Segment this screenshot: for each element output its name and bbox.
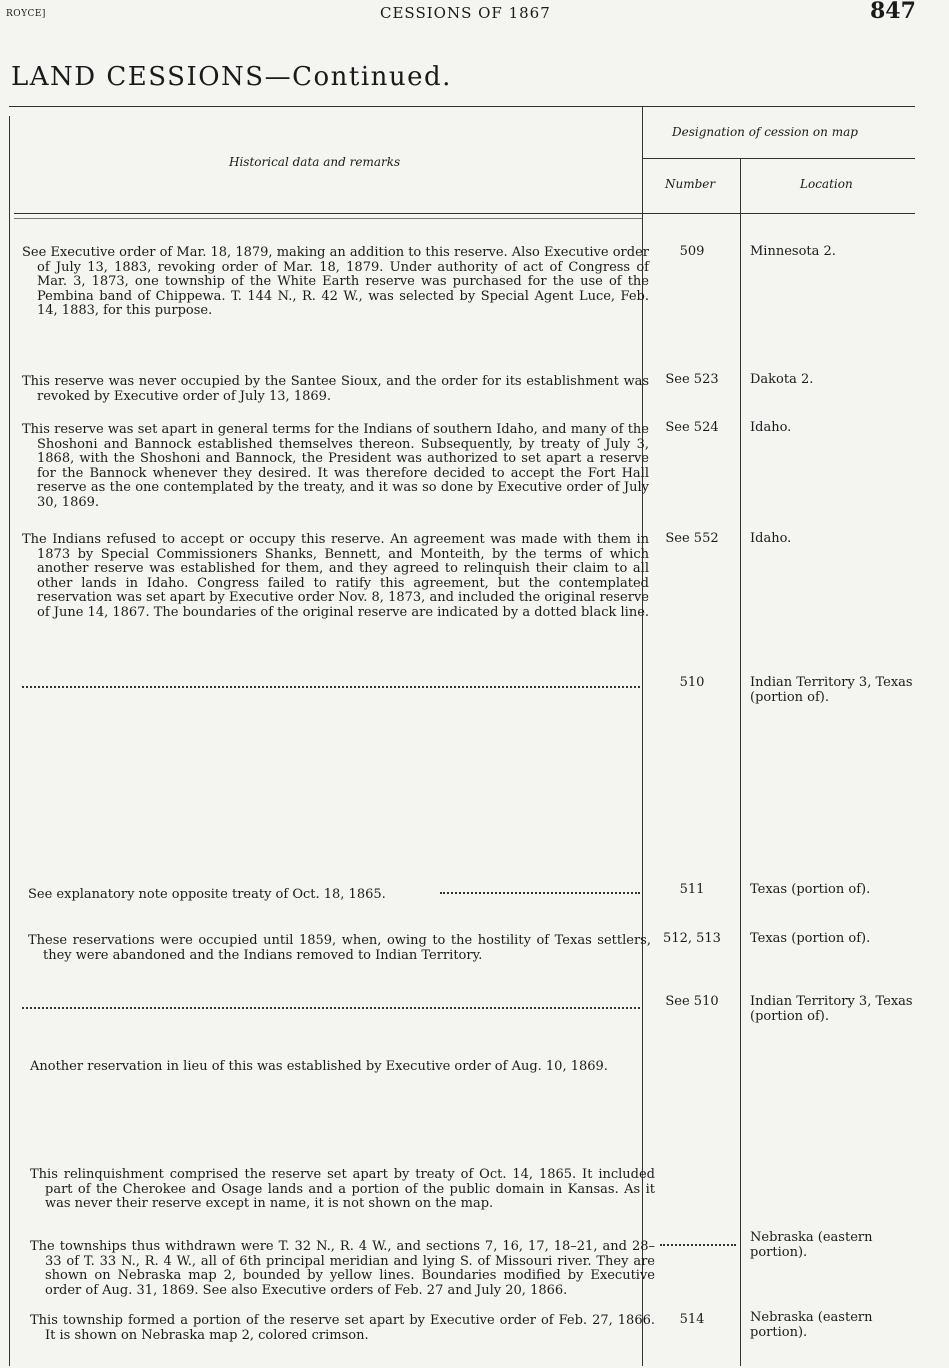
- designation-underline: [642, 158, 915, 159]
- column-header-designation: Designation of cession on map: [672, 125, 858, 139]
- column-divider-number: [740, 158, 741, 1366]
- cession-location-5: Indian Territory 3, Texas (portion of).: [750, 675, 913, 705]
- header-bottom-rule: [14, 213, 915, 214]
- running-head-author: ROYCE]: [6, 9, 46, 19]
- cession-location-12: Nebraska (eastern portion).: [750, 1310, 873, 1340]
- cession-number-5: 510: [679, 675, 705, 690]
- remark-row-4: The Indians refused to accept or occupy this reserve. An agreement was made with them in 1873 by Special Commissioners Shanks, Bennett, and Monteith, by the terms of which another reserve was established for them, and they agreed to relinquish their claim to all other lands in Idaho. Congress failed to ratify this agreement, but the contemplated reservation was set apart by Executive order Nov. 8, 1873, and included the original reserve of June 14, 1867. The boundaries of the original reserve are indicated by a dotted black line.: [22, 532, 650, 620]
- header-bottom-rule-2: [14, 218, 642, 219]
- column-header-number: Number: [665, 177, 716, 191]
- remark-row-11: The townships thus withdrawn were T. 32 N., R. 4 W., and sections 7, 16, 17, 18–21, and 28–33 of T. 33 N., R. 4 W., all of 6th principal meridian and lying S. of Missouri river. They are shown on Nebraska map 2, bounded by yellow lines. Boundaries modified by Executive order of Aug. 31, 1869. See also Executive orders of Feb. 27 and July 20, 1866.: [30, 1239, 655, 1298]
- cession-location-6: Texas (portion of).: [750, 882, 871, 897]
- cession-location-3: Idaho.: [750, 420, 792, 435]
- cession-location-11: Nebraska (eastern portion).: [750, 1230, 873, 1260]
- remark-row-1: See Executive order of Mar. 18, 1879, making an addition to this reserve. Also Executive order of July 13, 1883, revoking order of Mar. 18, 1879. Under authority of act of Congress of Mar. 3, 1873, one township of the White Earth reserve was purchased for the use of the Pembina band of Chippewa. T. 144 N., R. 42 W., was selected by Special Agent Luce, Feb. 14, 1883, for this purpose.: [22, 245, 649, 319]
- remark-row-9: Another reservation in lieu of this was established by Executive order of Aug. 10, 1869.: [30, 1059, 608, 1074]
- page-number: 847: [870, 0, 916, 24]
- cession-location-1: Minnesota 2.: [750, 244, 836, 259]
- column-header-remarks: Historical data and remarks: [229, 155, 401, 169]
- leader-dots-row-11: [660, 1244, 736, 1246]
- cession-number-7: 512, 513: [663, 931, 721, 946]
- remark-row-2: This reserve was never occupied by the Santee Sioux, and the order for its establishment was revoked by Executive order of July 13, 1869.: [22, 374, 649, 404]
- remark-row-7: These reservations were occupied until 1859, when, owing to the hostility of Texas settlers, they were abandoned and the Indians removed to Indian Territory.: [28, 933, 651, 963]
- cession-number-4: See 552: [665, 531, 719, 546]
- leader-dots-row-8: [22, 1007, 640, 1009]
- cession-number-1: 509: [679, 244, 705, 259]
- table-left-border: [9, 116, 10, 1366]
- page-title: LAND CESSIONS—Continued.: [11, 62, 452, 92]
- cession-location-4: Idaho.: [750, 531, 792, 546]
- running-head-title: CESSIONS OF 1867: [380, 4, 551, 22]
- cession-number-6: 511: [679, 882, 705, 897]
- cession-location-7: Texas (portion of).: [750, 931, 871, 946]
- cession-location-8: Indian Territory 3, Texas (portion of).: [750, 994, 913, 1024]
- cession-number-2: See 523: [665, 372, 719, 387]
- leader-dots-row-6: [440, 892, 640, 894]
- remark-row-10: This relinquishment comprised the reserve set apart by treaty of Oct. 14, 1865. It included part of the Cherokee and Osage lands and a portion of the public domain in Kansas. As it was never their reserve except in name, it is not shown on the map.: [30, 1167, 655, 1212]
- remark-row-12: This township formed a portion of the reserve set apart by Executive order of Feb. 27, 1866. It is shown on Nebraska map 2, colored crimson.: [30, 1313, 655, 1343]
- cession-number-3: See 524: [665, 420, 719, 435]
- cession-number-8: See 510: [665, 994, 719, 1009]
- leader-dots-row-5: [22, 686, 640, 688]
- column-header-location: Location: [800, 177, 853, 191]
- remark-row-3: This reserve was set apart in general terms for the Indians of southern Idaho, and many of the Shoshoni and Bannock established themselves thereon. Subsequently, by treaty of July 3, 1868, with the Shoshoni and Bannock, the President was authorized to set apart a reserve for the Bannock whenever they desired. It was therefore decided to accept the Fort Hall reserve as the one contemplated by the treaty, and it was so done by Executive order of July 30, 1869.: [22, 422, 649, 510]
- cession-location-2: Dakota 2.: [750, 372, 814, 387]
- table-top-rule: [9, 106, 915, 107]
- cession-number-12: 514: [679, 1312, 705, 1327]
- remark-row-6: See explanatory note opposite treaty of Oct. 18, 1865.: [28, 887, 386, 902]
